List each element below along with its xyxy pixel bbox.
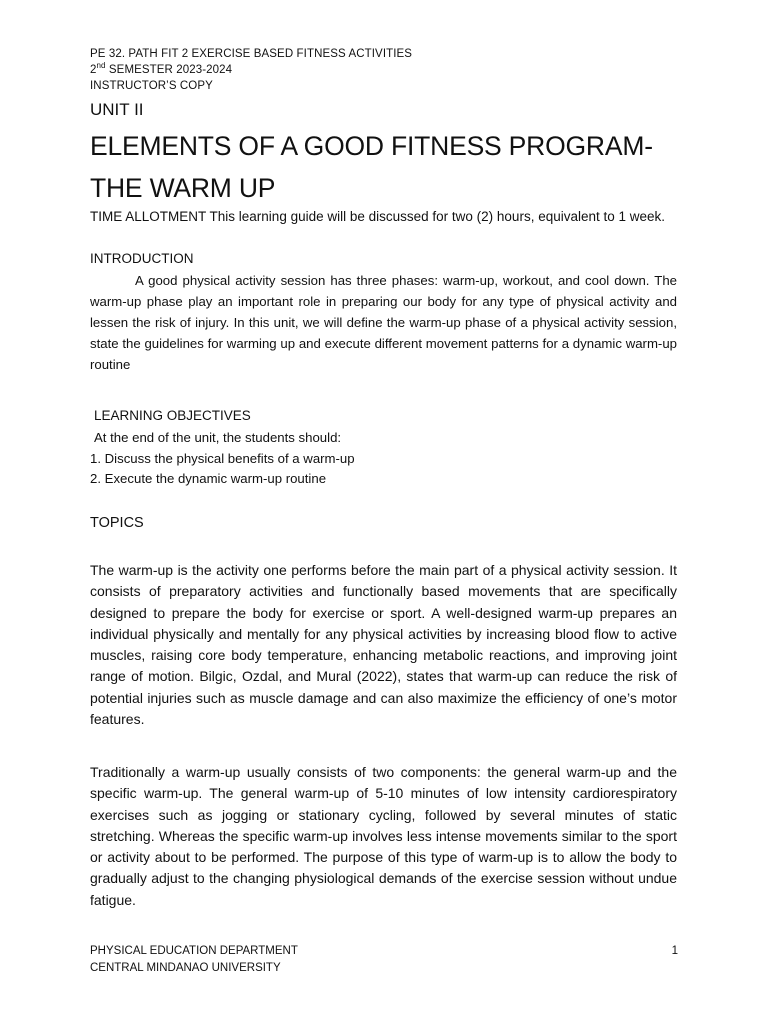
unit-label: UNIT II	[90, 100, 144, 119]
semester-line	[90, 62, 412, 78]
objectives-lead: At the end of the unit, the students should:	[94, 430, 342, 445]
copy-label: INSTRUCTOR’S COPY	[90, 80, 213, 92]
topics-heading: TOPICS	[90, 515, 144, 531]
time-allotment	[90, 209, 690, 224]
topics-paragraph-1: The warm-up is the activity one performs before the main part of a physical activity session. It consists of preparatory activities and functionally based movements that are specifically designed to prepare the body for exercise or sport. A well-designed warm-up prepares an individual physically and mentally for any physical activities by increasing blood flow to active muscles, raising core body temperature, enhancing metabolic reactions, and improving joint range of motion. Bilgic, Ozdal, and Mural (2022), states that warm-up can reduce the risk of potential injuries such as muscle damage and can also maximize the efficiency of one’s motor features.	[90, 562, 677, 728]
course-title: PE 32. PATH FIT 2 EXERCISE BASED FITNESS ACTIVITIES	[90, 48, 413, 60]
semester-text: SEMESTER 2023-2024	[105, 64, 233, 76]
topics-paragraph-2: Traditionally a warm-up usually consists of two components: the general warm-up and the specific warm-up. The general warm-up of 5-10 minutes of low intensity cardiorespiratory exercises such as jogging or stationary cycling, followed by several minutes of static stretching. Whereas the specific warm-up involves less intense movements similar to the sport or activity about to be performed. The purpose of this type of warm-up is to allow the body to gradually adjust to the changing physiological demands of the exercise session without undue fatigue.	[90, 764, 677, 908]
objectives-heading: LEARNING OBJECTIVES	[94, 408, 251, 423]
course-header	[90, 46, 412, 94]
semester-ordinal: 2	[90, 64, 97, 76]
footer	[90, 943, 298, 977]
page-number: 1	[671, 945, 678, 957]
title-line-2: THE WARM UP	[90, 173, 276, 203]
introduction-text: A good physical activity session has three phases: warm-up, workout, and cool down. The warm-up phase play an important role in preparing our body for any type of physical activity and lessen the risk of injury. In this unit, we will define the warm-up phase of a physical activity session, state the guidelines for warming up and execute different movement patterns for a dynamic warm-up routine	[90, 273, 677, 372]
objective-item-1: 1. Discuss the physical benefits of a warm-up	[90, 451, 355, 466]
title-line-1: ELEMENTS OF A GOOD FITNESS PROGRAM-	[90, 131, 653, 161]
footer-university: CENTRAL MINDANAO UNIVERSITY	[90, 962, 281, 974]
introduction-heading: INTRODUCTION	[90, 251, 194, 266]
semester-superscript: nd	[96, 61, 106, 71]
time-allotment-label: TIME ALLOTMENT	[90, 209, 207, 224]
footer-department: PHYSICAL EDUCATION DEPARTMENT	[90, 945, 298, 957]
time-allotment-text: This learning guide will be discussed for two (2) hours, equivalent to 1 week.	[206, 209, 666, 224]
objective-item-2: 2. Execute the dynamic warm-up routine	[90, 471, 327, 486]
page-title	[90, 125, 690, 209]
